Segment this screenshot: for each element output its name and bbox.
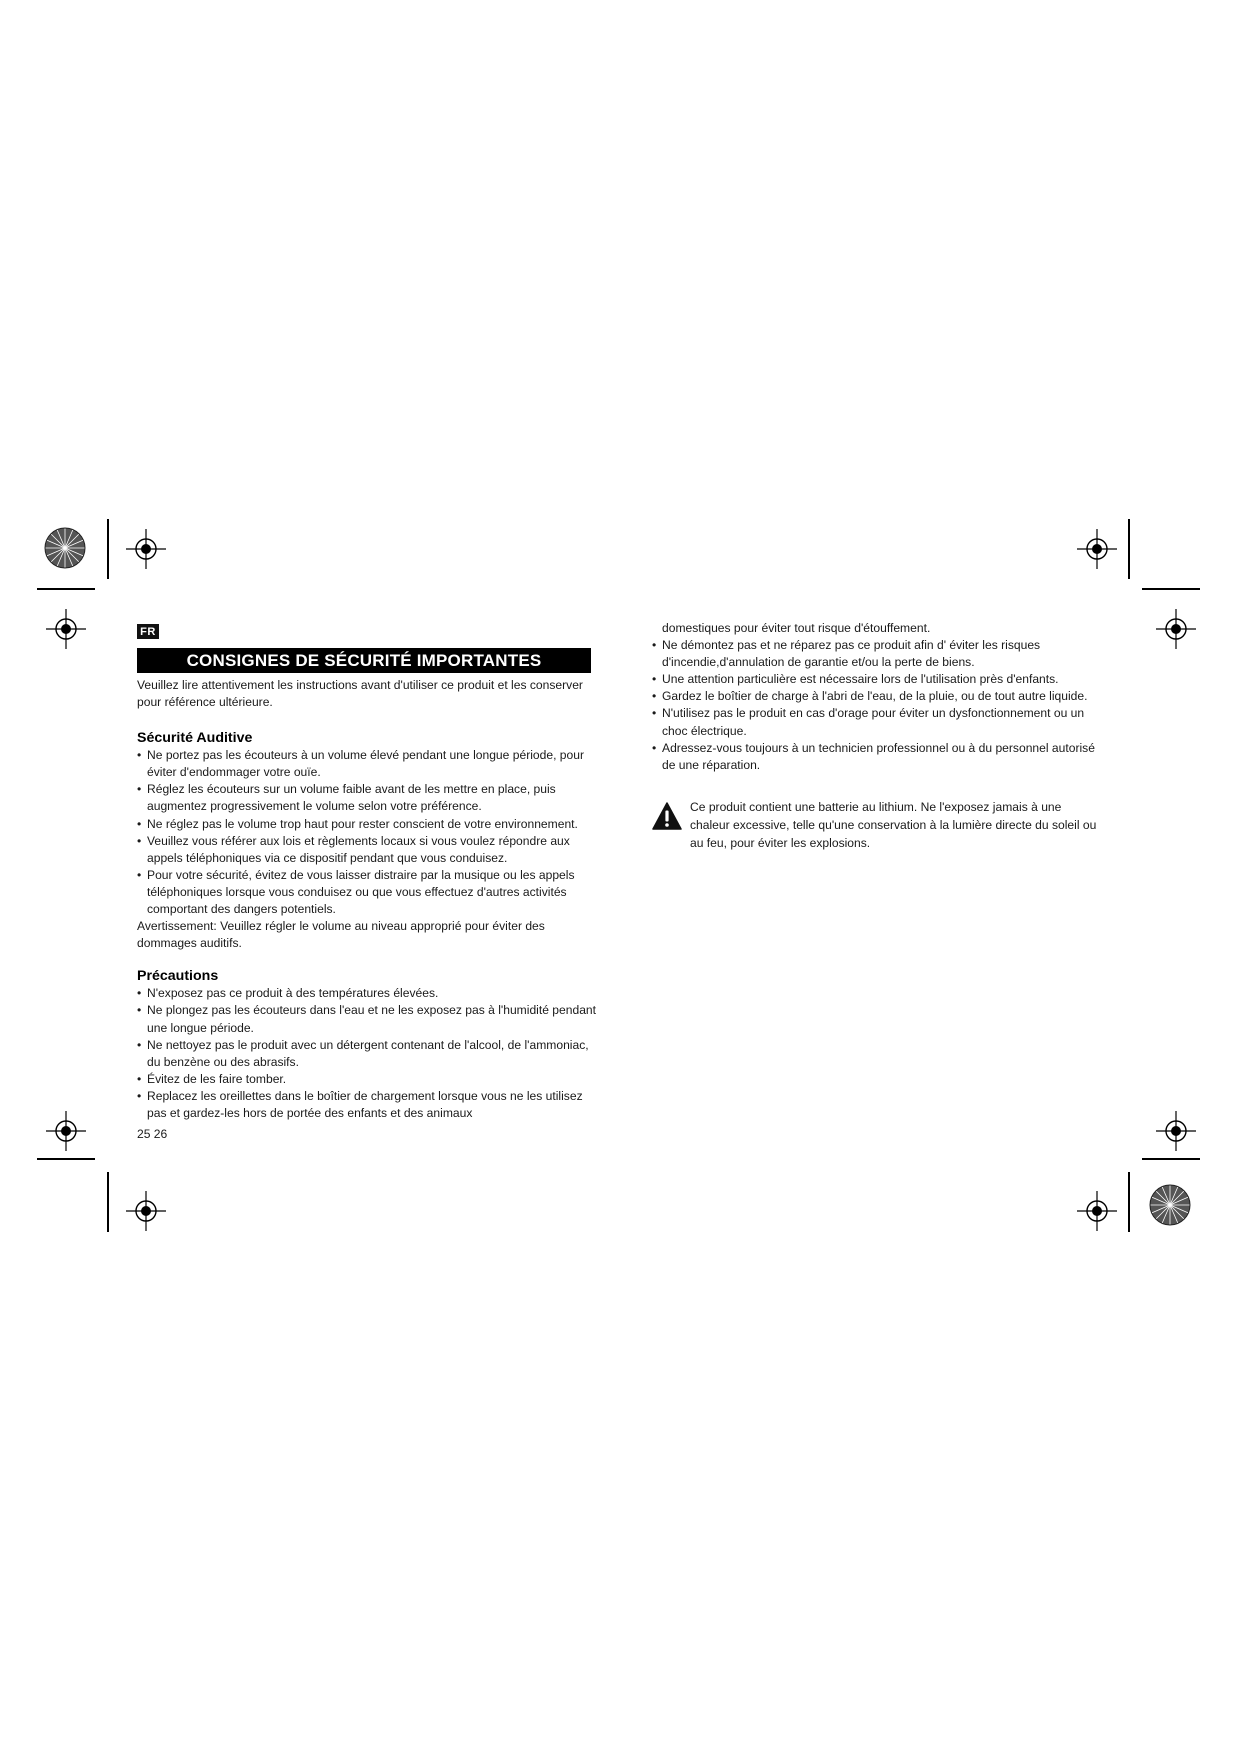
- crop-mark: [1142, 1158, 1200, 1160]
- battery-warning-text: Ce produit contient une batterie au lithium. Ne l'exposez jamais à une chaleur excessive, telle qu'une conservation à la lumière directe du soleil ou au feu, pour éviter les explosions.: [690, 799, 1097, 850]
- section-heading-precautions: Précautions: [137, 968, 219, 985]
- hearing-list: [137, 747, 597, 918]
- hearing-warning: Avertissement: Veuillez régler le volume au niveau approprié pour éviter des dommages auditifs.: [137, 919, 545, 951]
- registration-mark-icon: [46, 609, 86, 649]
- registration-mark-icon: [46, 1111, 86, 1151]
- registration-mark-icon: [126, 529, 166, 569]
- list-item: • Ne nettoyez pas le produit avec un détergent contenant de l'alcool, de l'ammoniac, du benzène ou des abrasifs.: [137, 1037, 589, 1069]
- bullet: •: [137, 1071, 142, 1086]
- registration-mark-icon: [1077, 529, 1117, 569]
- bullet: •: [652, 638, 657, 653]
- precautions-list: [137, 985, 597, 1122]
- list-item: • Ne plongez pas les écouteurs dans l'eau et ne les exposez pas à l'humidité pendant une longue période.: [137, 1003, 597, 1035]
- list-item: • Replacez les oreillettes dans le boîtier de chargement lorsque vous ne les utilisez pas et gardez-les hors de portée des enfants et des animaux: [137, 1088, 583, 1120]
- registration-mark-icon: [1077, 1191, 1117, 1231]
- bullet: •: [137, 867, 142, 882]
- bullet: •: [652, 672, 657, 687]
- list-item: • Évitez de les faire tomber.: [137, 1071, 597, 1088]
- right-column: [652, 620, 1102, 852]
- precautions-list-continued: [652, 637, 1102, 774]
- list-item: • N'exposez pas ce produit à des températures élevées.: [137, 985, 597, 1002]
- crop-mark: [107, 1172, 109, 1232]
- list-item: • Gardez le boîtier de charge à l'abri de l'eau, de la pluie, ou de tout autre liquide.: [652, 688, 1102, 705]
- registration-mark-icon: [1156, 609, 1196, 649]
- bullet: •: [137, 986, 142, 1001]
- bullet: •: [652, 689, 657, 704]
- list-item: • Pour votre sécurité, évitez de vous laisser distraire par la musique ou les appels téléphoniques lorsque vous conduisez ou que vous effectuez d'autres activités comportant des dangers potentiels.: [137, 867, 575, 917]
- warning-triangle-icon: [652, 802, 682, 830]
- list-item: • Veuillez vous référer aux lois et règlements locaux si vous voulez répondre aux appels téléphoniques via ce dispositif pendant que vous conduisez.: [137, 833, 570, 865]
- list-item: • Ne portez pas les écouteurs à un volume élevé pendant une longue période, pour éviter d'endommager votre ouïe.: [137, 748, 585, 780]
- color-bar-wheel-icon: [1148, 1183, 1192, 1227]
- crop-mark: [37, 1158, 95, 1160]
- language-badge: FR: [137, 624, 159, 639]
- bullet: •: [652, 740, 657, 755]
- page-numbers: 25 26: [137, 1127, 168, 1141]
- color-bar-wheel-icon: [43, 526, 87, 570]
- bullet: •: [137, 782, 142, 797]
- registration-mark-icon: [126, 1191, 166, 1231]
- crop-mark: [1128, 519, 1130, 579]
- bullet: •: [137, 1037, 142, 1052]
- bullet: •: [137, 816, 142, 831]
- crop-mark: [107, 519, 109, 579]
- registration-mark-icon: [1156, 1111, 1196, 1151]
- list-item: • Adressez-vous toujours à un technicien professionnel ou à du personnel autorisé de une réparation.: [652, 740, 1095, 772]
- bullet: •: [137, 1088, 142, 1103]
- page-title: CONSIGNES DE SÉCURITÉ IMPORTANTES: [137, 648, 591, 673]
- precautions-continuation: domestiques pour éviter tout risque d'étouffement.: [662, 621, 931, 635]
- left-column: [137, 677, 597, 1122]
- crop-mark: [37, 588, 95, 590]
- bullet: •: [137, 833, 142, 848]
- crop-mark: [1128, 1172, 1130, 1232]
- list-item: • Une attention particulière est nécessaire lors de l'utilisation près d'enfants.: [652, 671, 1102, 688]
- bullet: •: [137, 748, 142, 763]
- section-heading-hearing: Sécurité Auditive: [137, 730, 253, 747]
- intro-text: Veuillez lire attentivement les instructions avant d'utiliser ce produit et les conserver pour référence ultérieure.: [137, 678, 583, 710]
- list-item: • Ne réglez pas le volume trop haut pour rester conscient de votre environnement.: [137, 816, 597, 833]
- crop-mark: [1142, 588, 1200, 590]
- battery-warning-block: [652, 798, 1102, 852]
- list-item: • N'utilisez pas le produit en cas d'orage pour éviter un dysfonctionnement ou un choc électrique.: [652, 706, 1085, 738]
- bullet: •: [652, 706, 657, 721]
- list-item: • Ne démontez pas et ne réparez pas ce produit afin d' éviter les risques d'incendie,d'annulation de garantie et/ou la perte de biens.: [652, 638, 1041, 670]
- list-item: • Réglez les écouteurs sur un volume faible avant de les mettre en place, puis augmentez progressivement le volume selon votre préférence.: [137, 782, 556, 814]
- bullet: •: [137, 1003, 142, 1018]
